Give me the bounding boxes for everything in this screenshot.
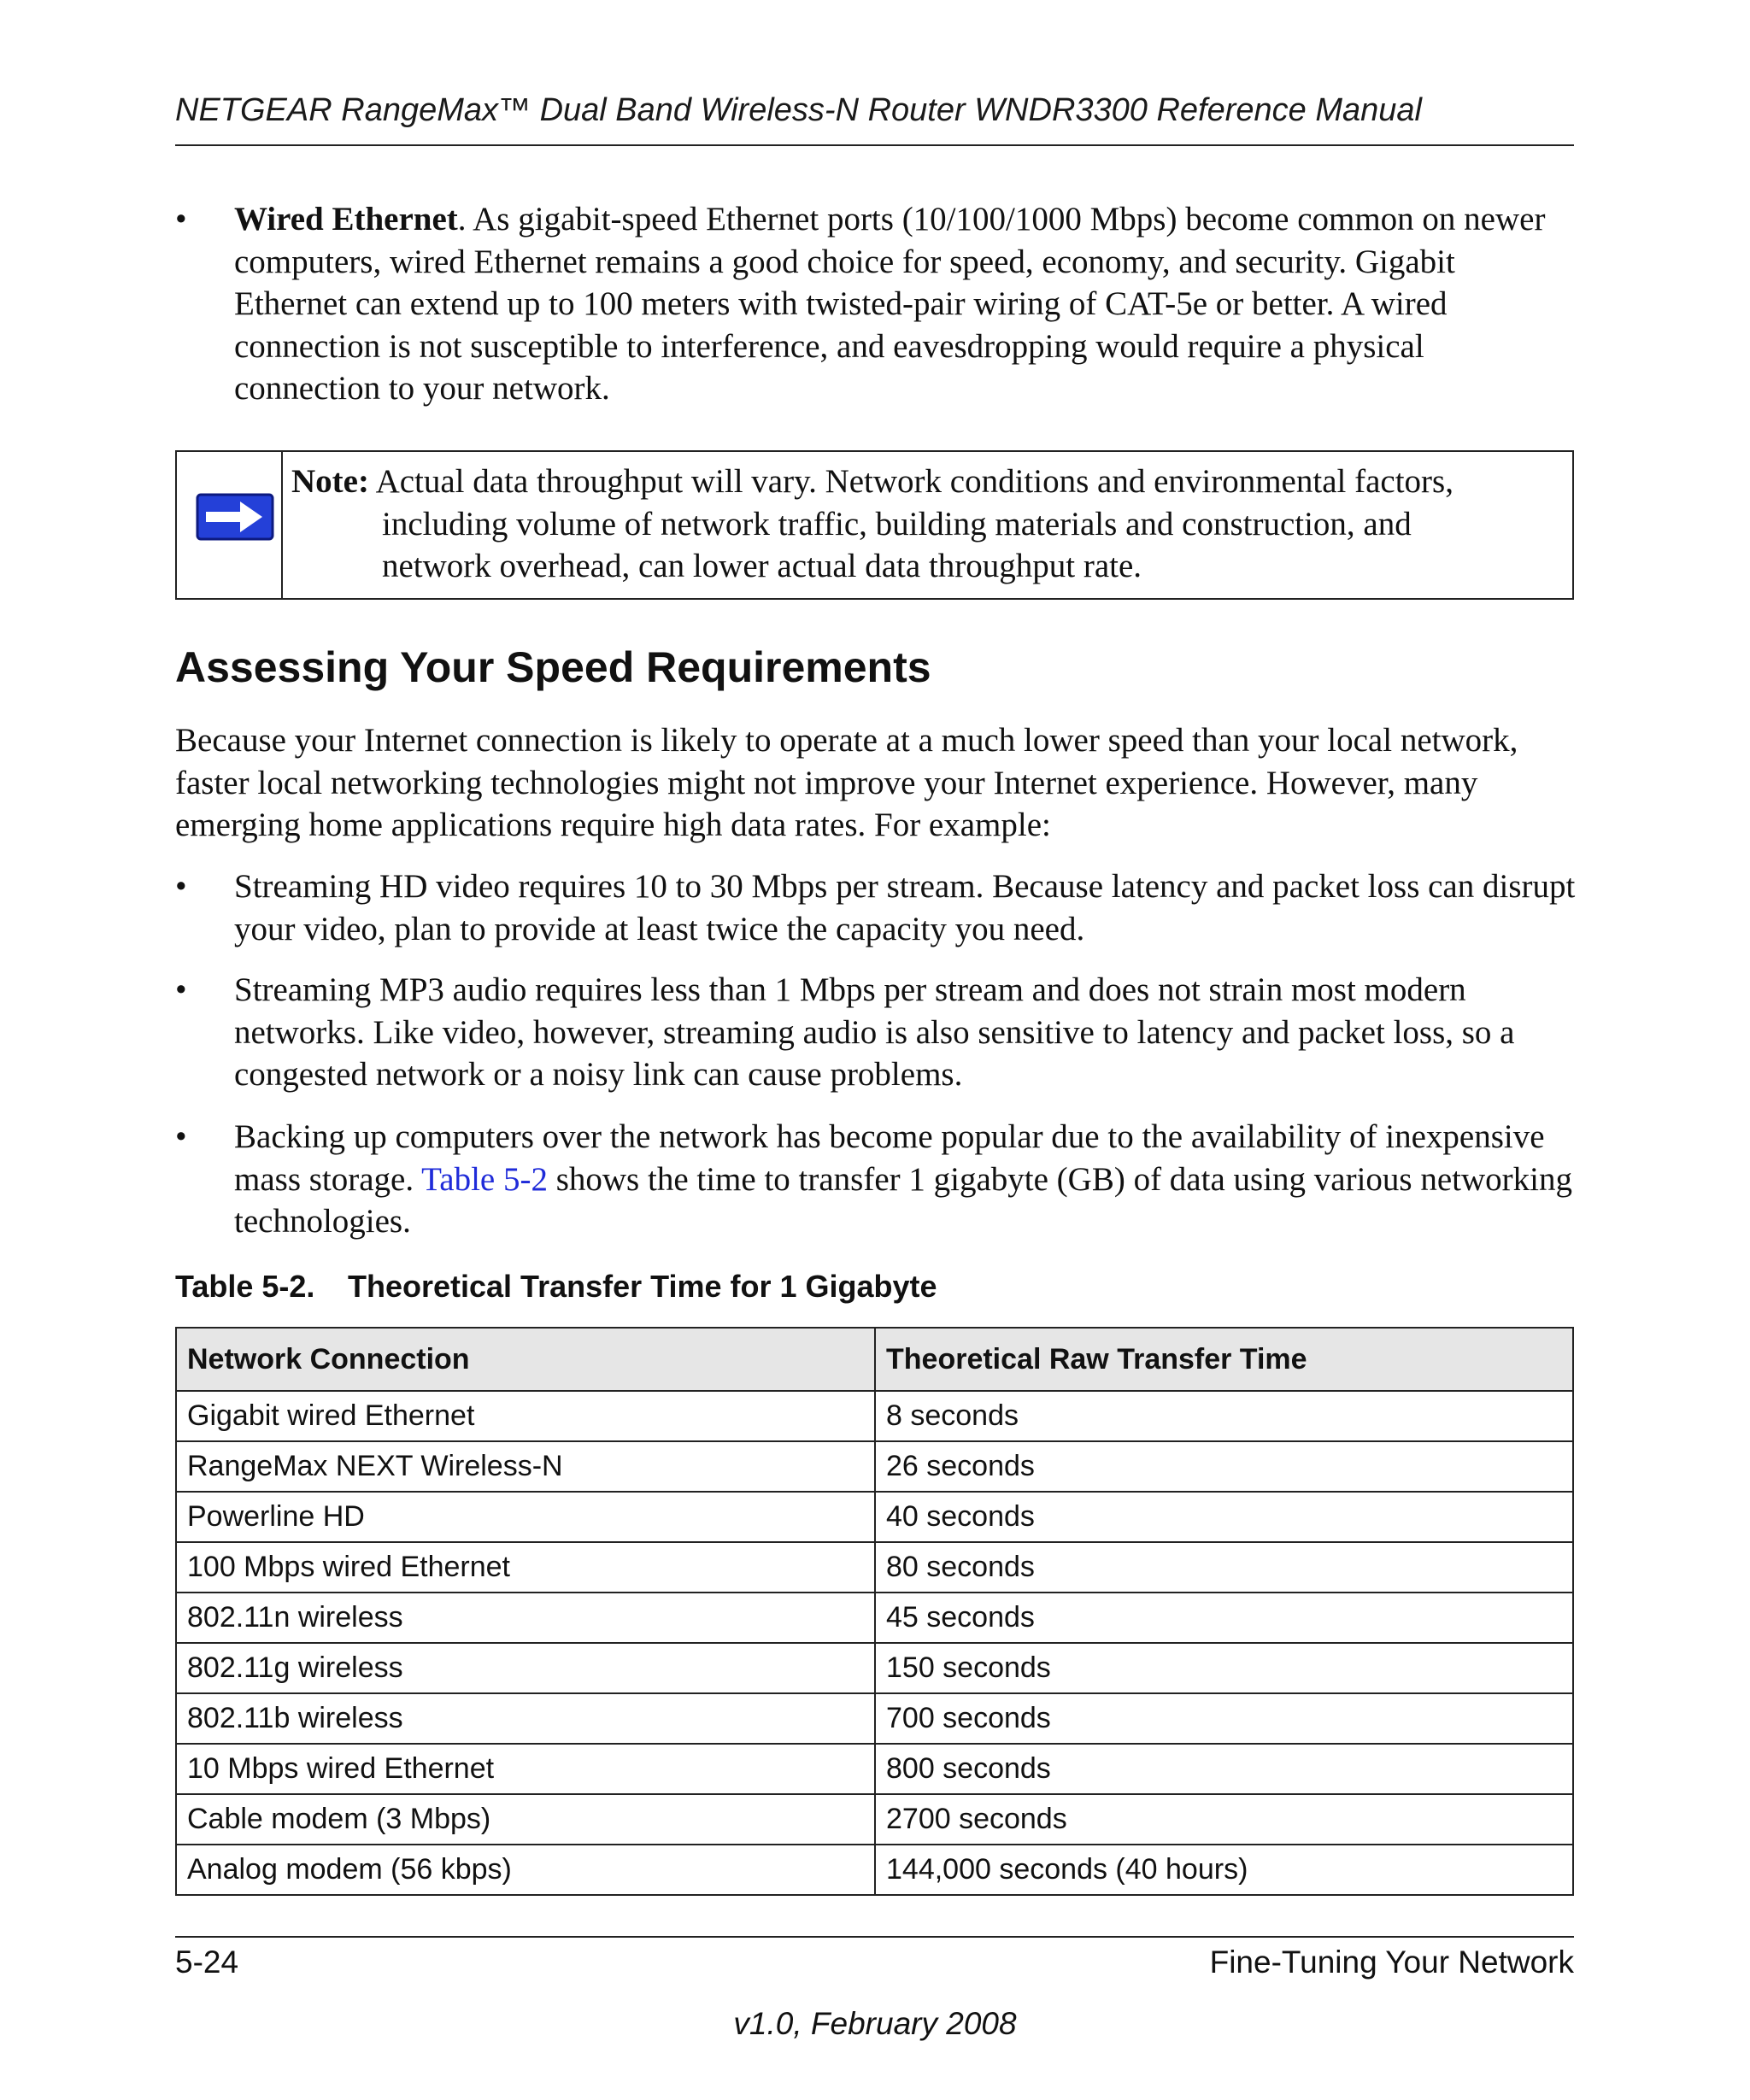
table-cell: 10 Mbps wired Ethernet: [176, 1744, 875, 1794]
table-row: [176, 1643, 1573, 1693]
footer-rule: [175, 1936, 1574, 1938]
table-row: [176, 1542, 1573, 1593]
table-cell: 8 seconds: [875, 1391, 1573, 1441]
column-header-transfer-time: Theoretical Raw Transfer Time: [875, 1328, 1573, 1391]
note-line-2: including volume of network traffic, building materials and construction, and: [382, 505, 1412, 543]
note-text: [291, 460, 1565, 588]
bullet-marker: •: [175, 868, 187, 905]
table-5-2-link[interactable]: Table 5-2: [421, 1160, 548, 1198]
table-row: [176, 1441, 1573, 1492]
table-cell: 2700 seconds: [875, 1794, 1573, 1845]
backup-bullet: Backing up computers over the network has become popular due to the availability of inexpensive mass storage. Table 5-2 shows the time to transfer 1 gigabyte (GB) of data using various networking technologies.: [234, 1118, 1572, 1240]
wired-ethernet-label: Wired Ethernet: [234, 201, 458, 238]
note-label: Note:: [291, 463, 369, 500]
table-cell: 800 seconds: [875, 1744, 1573, 1794]
table-cell: 802.11n wireless: [176, 1593, 875, 1643]
table-cell: 150 seconds: [875, 1643, 1573, 1693]
page-number: 5-24: [175, 1945, 239, 1980]
table-cell: Cable modem (3 Mbps): [176, 1794, 875, 1845]
hd-video-bullet: Streaming HD video requires 10 to 30 Mbps per stream. Because latency and packet loss can disrupt your video, plan to provide at least twice the capacity you need.: [234, 868, 1576, 947]
table-cell: 40 seconds: [875, 1492, 1573, 1542]
wired-ethernet-text: . As gigabit-speed Ethernet ports (10/100/1000 Mbps) become common on newer computers, wired Ethernet remains a good choice for speed, economy, and security. Gigabit Ethernet can extend up to 100 meters with twisted-pair wiring of CAT-5e or better. A wired connection is not susceptible to interference, and eavesdropping would require a physical connection to your network.: [234, 201, 1546, 407]
table-row: [176, 1593, 1573, 1643]
table-cell: Analog modem (56 kbps): [176, 1845, 875, 1895]
table-cell: 100 Mbps wired Ethernet: [176, 1542, 875, 1593]
table-cell: 45 seconds: [875, 1593, 1573, 1643]
table-cell: 144,000 seconds (40 hours): [875, 1845, 1573, 1895]
table-cell: 26 seconds: [875, 1441, 1573, 1492]
transfer-time-table: [175, 1327, 1574, 1896]
chapter-title: Fine-Tuning Your Network: [1209, 1945, 1574, 1980]
mp3-audio-bullet: Streaming MP3 audio requires less than 1 Mbps per stream and does not strain most modern networks. Like video, however, streaming audio is also sensitive to latency and packet loss, so a congested network or a noisy link can cause problems.: [234, 971, 1515, 1093]
document-header-title: NETGEAR RangeMax™ Dual Band Wireless-N Router WNDR3300 Reference Manual: [175, 92, 1422, 128]
intro-paragraph: Because your Internet connection is likely to operate at a much lower speed than your local network, faster local networking technologies might not improve your Internet experience. However, many emerging home applications require high data rates. For example:: [175, 722, 1518, 843]
table-cell: 802.11g wireless: [176, 1643, 875, 1693]
document-version: v1.0, February 2008: [733, 2006, 1017, 2041]
bullet-marker: •: [175, 201, 187, 238]
table-cell: Powerline HD: [176, 1492, 875, 1542]
table-row: [176, 1391, 1573, 1441]
note-divider: [281, 452, 283, 598]
section-heading: Assessing Your Speed Requirements: [175, 643, 931, 691]
table-caption: [175, 1269, 937, 1305]
note-box: [175, 450, 1574, 600]
table-cell: 700 seconds: [875, 1693, 1573, 1744]
table-cell: RangeMax NEXT Wireless-N: [176, 1441, 875, 1492]
bullet-marker: •: [175, 1118, 187, 1155]
table-row: [176, 1744, 1573, 1794]
header-rule: [175, 144, 1574, 146]
wired-ethernet-bullet: [234, 198, 1576, 410]
table-header-row: [176, 1328, 1573, 1391]
column-header-network-connection: Network Connection: [176, 1328, 875, 1391]
table-cell: 802.11b wireless: [176, 1693, 875, 1744]
table-caption-title: Theoretical Transfer Time for 1 Gigabyte: [348, 1269, 937, 1304]
note-line-1: Note: Actual data throughput will vary. Network conditions and environmental factors,: [291, 463, 1453, 500]
table-caption-number: Table 5-2.: [175, 1269, 315, 1304]
arrow-right-icon: [196, 493, 274, 541]
table-row: [176, 1693, 1573, 1744]
table-cell: Gigabit wired Ethernet: [176, 1391, 875, 1441]
table-cell: 80 seconds: [875, 1542, 1573, 1593]
table-row: [176, 1794, 1573, 1845]
table-row: [176, 1492, 1573, 1542]
table-row: [176, 1845, 1573, 1895]
note-line-3: network overhead, can lower actual data throughput rate.: [382, 548, 1142, 584]
bullet-marker: •: [175, 971, 187, 1008]
